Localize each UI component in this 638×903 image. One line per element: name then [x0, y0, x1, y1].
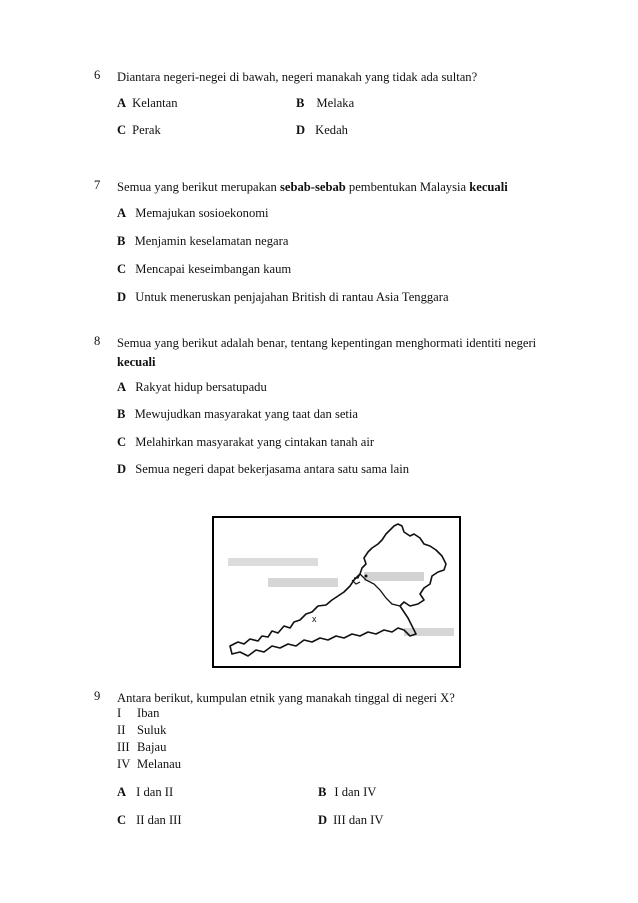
list-numeral: II: [117, 723, 126, 737]
option-d: [318, 813, 383, 828]
option-c: [117, 123, 161, 138]
option-d: [117, 462, 409, 477]
option-letter: A: [117, 380, 127, 394]
state-x-marker: x: [312, 614, 317, 624]
option-letter: A: [117, 785, 127, 799]
option-letter: B: [318, 785, 327, 799]
bleed-through-text: [228, 558, 454, 636]
option-a: [117, 206, 269, 221]
option-letter: C: [117, 813, 127, 827]
question-stem: Antara berikut, kumpulan etnik yang manakah tinggal di negeri X?: [117, 691, 455, 705]
option-b: [296, 96, 354, 111]
stem-keyword: kecuali: [469, 180, 508, 194]
option-b: [117, 234, 288, 249]
coastline-path: [230, 524, 446, 656]
list-numeral: I: [117, 706, 122, 720]
stem-keyword: sebab-sebab: [279, 180, 346, 194]
stem-text: Semua yang berikut adalah benar, tentang kepentingan menghormati identiti negeri: [117, 336, 537, 350]
list-item: [117, 740, 166, 755]
option-c: [117, 262, 291, 277]
list-text: Melanau: [137, 757, 182, 771]
option-b: [318, 785, 376, 800]
option-text: Mencapai keseimbangan kaum: [135, 262, 292, 276]
list-item: [117, 723, 166, 738]
option-text: I dan II: [136, 785, 174, 799]
option-text: Kedah: [315, 123, 348, 137]
option-text: Untuk meneruskan penjajahan British di rantau Asia Tenggara: [135, 290, 449, 304]
option-letter: D: [117, 290, 127, 304]
option-letter: D: [318, 813, 328, 827]
option-letter: A: [117, 96, 127, 110]
question-stem: Diantara negeri-negei di bawah, negeri manakah yang tidak ada sultan?: [117, 70, 478, 84]
option-letter: C: [117, 262, 127, 276]
option-text: Rakyat hidup bersatupadu: [135, 380, 267, 394]
list-numeral: IV: [117, 757, 131, 771]
option-text: Mewujudkan masyarakat yang taat dan setia: [134, 407, 359, 421]
question-number: 7: [94, 178, 101, 192]
option-c: [117, 813, 182, 828]
option-text: I dan IV: [334, 785, 377, 799]
option-letter: A: [117, 206, 127, 220]
option-text: III dan IV: [333, 813, 384, 827]
question-number: 6: [94, 68, 101, 82]
stem-text: pembentukan Malaysia: [345, 180, 470, 194]
option-text: Melahirkan masyarakat yang cintakan tanah air: [135, 435, 375, 449]
option-letter: B: [117, 234, 126, 248]
option-c: [117, 435, 374, 450]
option-d: [296, 123, 348, 138]
option-text: Kelantan: [132, 96, 178, 110]
option-a: [117, 785, 173, 800]
option-letter: B: [296, 96, 305, 110]
option-letter: D: [296, 123, 306, 137]
option-b: [117, 407, 358, 422]
borneo-map-outline: [214, 518, 459, 666]
option-a: [117, 96, 178, 111]
stem-text: Semua yang berikut merupakan: [117, 180, 280, 194]
list-item: [117, 706, 159, 721]
option-letter: C: [117, 435, 127, 449]
option-letter: C: [117, 123, 127, 137]
list-text: Bajau: [137, 740, 167, 754]
island-marker: [365, 575, 368, 578]
list-numeral: III: [117, 740, 130, 754]
question-stem: [117, 178, 557, 197]
option-letter: D: [117, 462, 127, 476]
option-text: Perak: [132, 123, 161, 137]
list-text: Iban: [137, 706, 160, 720]
question-number: 9: [94, 689, 101, 703]
question-stem: [117, 334, 557, 372]
option-text: II dan III: [136, 813, 182, 827]
option-d: [117, 290, 449, 305]
option-text: Memajukan sosioekonomi: [135, 206, 269, 220]
list-item: [117, 757, 181, 772]
option-text: Menjamin keselamatan negara: [134, 234, 289, 248]
option-text: Melaka: [316, 96, 355, 110]
question-number: 8: [94, 334, 101, 348]
option-text: Semua negeri dapat bekerjasama antara satu sama lain: [135, 462, 410, 476]
stem-keyword: kecuali: [117, 355, 156, 369]
list-text: Suluk: [137, 723, 167, 737]
option-a: [117, 380, 267, 395]
option-letter: B: [117, 407, 126, 421]
map-figure: [212, 516, 461, 668]
